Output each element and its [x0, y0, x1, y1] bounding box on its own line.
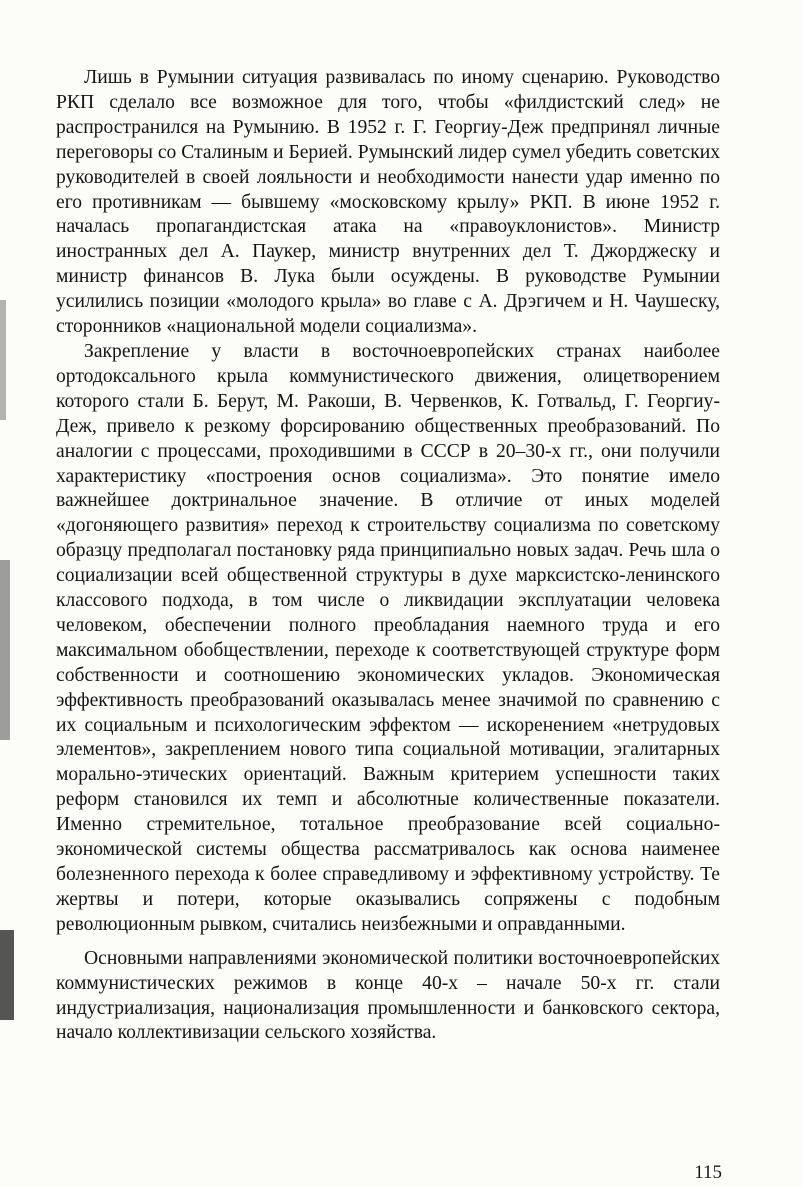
- paragraph-romania: Лишь в Румынии ситуация развивалась по иному сценарию. Руководство РКП сделало все возможное для того, чтобы «филдистский след» не распространился на Румынию. В 1952 г. Г. Георгиу-Деж предпринял личные переговоры со Сталиным и Берией. Румынский лидер сумел убедить советских руководителей в своей лояльности и необходимости нанести удар именно по его противникам — бывшему «московскому крылу» РКП. В июне 1952 г. началась пропагандистская атака на «правоуклонистов». Министр иностранных дел А. Паукер, министр внутренних дел Т. Джорджеску и министр финансов В. Лука были осуждены. В руководстве Румынии усилились позиции «молодого крыла» во главе с А. Дрэгичем и Н. Чаушеску, сторонников «национальной модели социализма».: [56, 67, 720, 338]
- scan-edge-shadow: [0, 300, 6, 420]
- body-text: [56, 66, 720, 1046]
- paragraph-economic-policy: Основными направлениями экономической политики восточноевропейских коммунистических режимов в конце 40-х – начале 50-х гг. стали индустриализация, национализация промышленности и банковского сектора, начало коллективизации сельского хозяйства.: [56, 947, 720, 1044]
- page-number: 115: [694, 1162, 722, 1183]
- scan-edge-shadow: [0, 560, 10, 740]
- scan-edge-shadow: [0, 930, 14, 1020]
- paragraph-orthodox-wing: Закрепление у власти в восточноевропейских странах наиболее ортодоксального крыла коммунистического движения, олицетворением которого стали Б. Берут, М. Ракоши, В. Червенков, К. Готвальд, Г. Георгиу-Деж, привело к резкому форсированию общественных преобразований. По аналогии с процессами, проходившими в СССР в 20–30-х гг., они получили характеристику «построения основ социализма». Это понятие имело важнейшее доктринальное значение. В отличие от иных моделей «догоняющего развития» переход к строительству социализма по советскому образцу предполагал постановку ряда принципиально новых задач. Речь шла о социализации всей общественной структуры в духе марксистско-ленинского классового подхода, в том числе о ликвидации эксплуатации человека человеком, обеспечении полного преобладания наемного труда и его максимальном обобществлении, переходе к соответствующей структуре форм собственности и соотношению экономических укладов. Экономическая эффективность преобразований оказывалась менее значимой по сравнению с их социальным и психологическим эффектом — искоренением «нетрудовых элементов», закреплением нового типа социальной мотивации, эгалитарных морально-этических ориентаций. Важным критерием успешности таких реформ становился их темп и абсолютные количественные показатели. Именно стремительное, тотальное преобразование всей социально-экономической системы общества рассматривалось как основа наименее болезненного перехода к более справедливому и эффективному устройству. Те жертвы и потери, которые оказывались сопряжены с подобным революционным рывком, считались неизбежными и оправданными.: [56, 340, 720, 935]
